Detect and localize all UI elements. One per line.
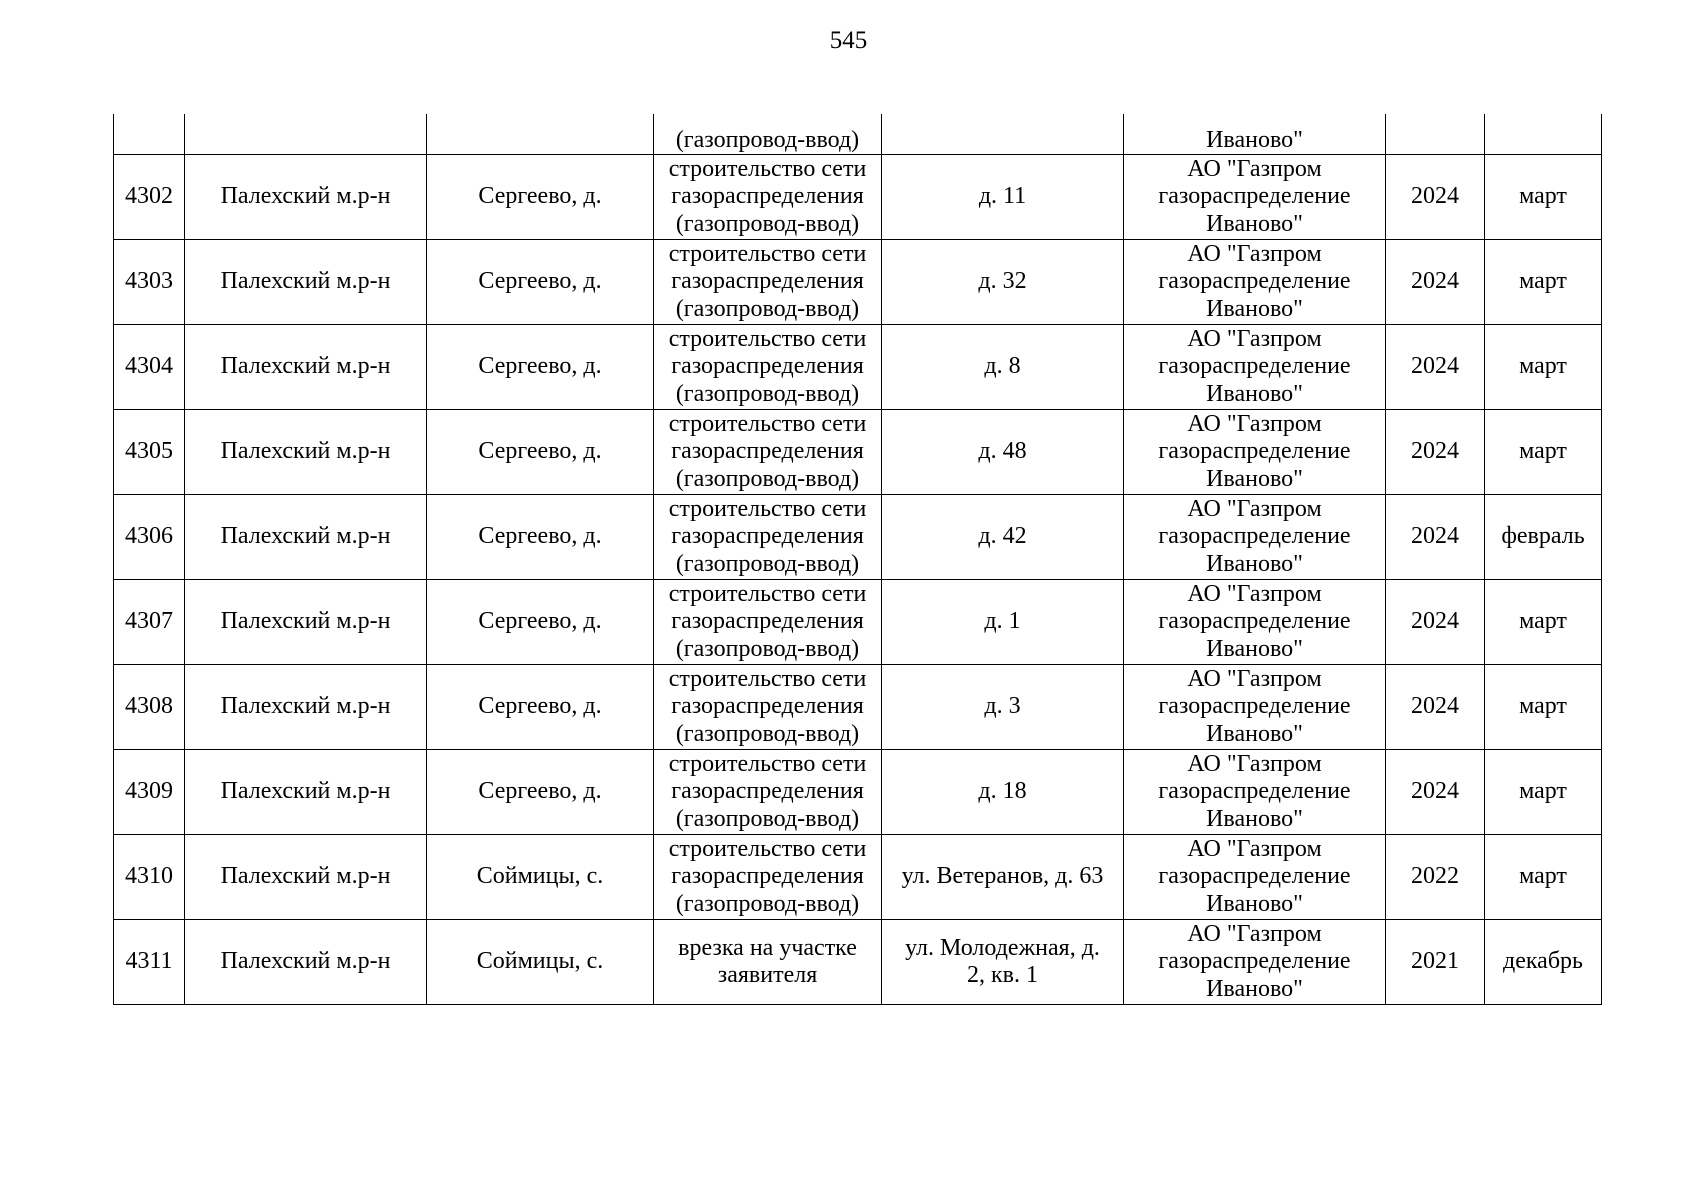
cell-line: строительство сети [668, 835, 867, 862]
cell-line: д. 1 [984, 608, 1021, 635]
cell-num: 4307 [114, 580, 185, 665]
cell-owner [1124, 750, 1386, 835]
cell-settlement: Сергеево, д. [427, 240, 654, 325]
cell-month: март [1485, 410, 1602, 495]
cell-address [882, 155, 1124, 240]
cell-line: АО "Газпром [1187, 155, 1322, 182]
cell-line: д. 11 [978, 183, 1027, 210]
cell-line: ул. Ветеранов, д. 63 [901, 863, 1104, 890]
cell-line: Иваново" [1206, 550, 1303, 577]
table-row [114, 325, 1602, 410]
table-row [114, 580, 1602, 665]
cell-settlement: Сергеево, д. [427, 495, 654, 580]
cell-line: строительство сети [668, 240, 867, 267]
cell-month [1485, 114, 1602, 155]
cell-line: газораспределение [1158, 183, 1351, 210]
cell-line: строительство сети [668, 580, 867, 607]
cell-line: д. 48 [978, 438, 1027, 465]
cell-settlement: Сергеево, д. [427, 580, 654, 665]
page-number: 545 [829, 27, 868, 54]
cell-owner [1124, 240, 1386, 325]
cell-line: АО "Газпром [1187, 495, 1322, 522]
cell-line: строительство сети [668, 410, 867, 437]
cell-district: Палехский м.р-н [185, 495, 427, 580]
cell-owner [1124, 325, 1386, 410]
cell-line: газораспределение [1158, 778, 1351, 805]
cell-work [654, 835, 882, 920]
cell-district: Палехский м.р-н [185, 835, 427, 920]
table-row [114, 155, 1602, 240]
table-row [114, 750, 1602, 835]
cell-owner [1124, 835, 1386, 920]
cell-num: 4304 [114, 325, 185, 410]
cell-month: март [1485, 750, 1602, 835]
cell-address [882, 114, 1124, 155]
cell-month: март [1485, 580, 1602, 665]
cell-settlement [427, 114, 654, 155]
cell-line: газораспределение [1158, 863, 1351, 890]
cell-owner [1124, 410, 1386, 495]
cell-year: 2024 [1386, 665, 1485, 750]
cell-owner [1124, 495, 1386, 580]
cell-settlement: Соймицы, с. [427, 835, 654, 920]
cell-settlement: Сергеево, д. [427, 155, 654, 240]
cell-owner [1124, 155, 1386, 240]
cell-line: АО "Газпром [1187, 240, 1322, 267]
cell-year: 2024 [1386, 325, 1485, 410]
cell-settlement: Сергеево, д. [427, 410, 654, 495]
cell-address [882, 410, 1124, 495]
cell-line: газораспределение [1158, 948, 1351, 975]
cell-num [114, 114, 185, 155]
cell-month: март [1485, 155, 1602, 240]
cell-line: строительство сети [668, 155, 867, 182]
cell-district: Палехский м.р-н [185, 155, 427, 240]
cell-work [654, 495, 882, 580]
cell-num: 4308 [114, 665, 185, 750]
cell-line: АО "Газпром [1187, 580, 1322, 607]
cell-owner [1124, 114, 1386, 155]
table-row [114, 410, 1602, 495]
cell-year: 2024 [1386, 155, 1485, 240]
cell-settlement: Сергеево, д. [427, 750, 654, 835]
cell-line: д. 42 [978, 523, 1027, 550]
cell-line: АО "Газпром [1187, 920, 1322, 947]
cell-line: Иваново" [1206, 465, 1303, 492]
cell-line: газораспределения [671, 523, 864, 550]
cell-work [654, 665, 882, 750]
cell-district: Палехский м.р-н [185, 240, 427, 325]
cell-address [882, 495, 1124, 580]
cell-settlement: Сергеево, д. [427, 665, 654, 750]
cell-line: Иваново" [1206, 210, 1303, 237]
cell-line: д. 8 [984, 353, 1021, 380]
cell-year: 2024 [1386, 410, 1485, 495]
cell-owner [1124, 920, 1386, 1005]
cell-work [654, 114, 882, 155]
cell-line: строительство сети [668, 325, 867, 352]
cell-line: Иваново" [1206, 380, 1303, 407]
cell-address [882, 835, 1124, 920]
cell-line: (газопровод-ввод) [675, 380, 860, 407]
cell-work [654, 240, 882, 325]
cell-year: 2024 [1386, 240, 1485, 325]
cell-month: декабрь [1485, 920, 1602, 1005]
cell-line: АО "Газпром [1187, 665, 1322, 692]
cell-month: март [1485, 325, 1602, 410]
cell-num: 4303 [114, 240, 185, 325]
cell-line: строительство сети [668, 495, 867, 522]
cell-line: (газопровод-ввод) [675, 126, 860, 153]
cell-address [882, 665, 1124, 750]
cell-line: (газопровод-ввод) [675, 550, 860, 577]
cell-line: строительство сети [668, 750, 867, 777]
cell-line: Иваново" [1206, 295, 1303, 322]
cell-line: Иваново" [1206, 126, 1303, 153]
cell-line: газораспределение [1158, 608, 1351, 635]
cell-year: 2024 [1386, 495, 1485, 580]
cell-line: врезка на участке [678, 934, 857, 961]
cell-district: Палехский м.р-н [185, 410, 427, 495]
cell-line: д. 32 [978, 268, 1027, 295]
cell-district: Палехский м.р-н [185, 580, 427, 665]
cell-work [654, 410, 882, 495]
cell-line: (газопровод-ввод) [675, 635, 860, 662]
cell-work [654, 155, 882, 240]
table-row-continuation [114, 114, 1602, 155]
cell-line: газораспределение [1158, 438, 1351, 465]
cell-year: 2021 [1386, 920, 1485, 1005]
cell-owner [1124, 665, 1386, 750]
cell-month: март [1485, 665, 1602, 750]
cell-line: Иваново" [1206, 720, 1303, 747]
cell-month: март [1485, 835, 1602, 920]
cell-line: АО "Газпром [1187, 410, 1322, 437]
cell-work [654, 750, 882, 835]
cell-line: газораспределения [671, 438, 864, 465]
registry-table [113, 114, 1602, 1005]
cell-line: газораспределения [671, 863, 864, 890]
cell-num: 4311 [114, 920, 185, 1005]
cell-line: газораспределения [671, 608, 864, 635]
table-row [114, 835, 1602, 920]
cell-line: газораспределения [671, 778, 864, 805]
cell-line: строительство сети [668, 665, 867, 692]
table-row [114, 665, 1602, 750]
cell-line: (газопровод-ввод) [675, 805, 860, 832]
cell-year: 2024 [1386, 750, 1485, 835]
cell-settlement: Соймицы, с. [427, 920, 654, 1005]
cell-line: (газопровод-ввод) [675, 210, 860, 237]
cell-address [882, 920, 1124, 1005]
cell-address [882, 750, 1124, 835]
cell-year [1386, 114, 1485, 155]
cell-line: заявителя [717, 962, 818, 988]
cell-district: Палехский м.р-н [185, 750, 427, 835]
cell-line: (газопровод-ввод) [675, 465, 860, 492]
cell-district: Палехский м.р-н [185, 665, 427, 750]
cell-num: 4302 [114, 155, 185, 240]
cell-line: Иваново" [1206, 635, 1303, 662]
cell-line: (газопровод-ввод) [675, 295, 860, 322]
cell-address [882, 240, 1124, 325]
cell-line: ул. Молодежная, д. [905, 934, 1100, 961]
cell-line: АО "Газпром [1187, 750, 1322, 777]
cell-district: Палехский м.р-н [185, 325, 427, 410]
cell-line: (газопровод-ввод) [675, 890, 860, 917]
table-row [114, 495, 1602, 580]
cell-address [882, 580, 1124, 665]
table-body [114, 114, 1602, 1005]
cell-line: АО "Газпром [1187, 835, 1322, 862]
cell-settlement: Сергеево, д. [427, 325, 654, 410]
cell-line: газораспределение [1158, 523, 1351, 550]
cell-line: (газопровод-ввод) [675, 720, 860, 747]
cell-num: 4306 [114, 495, 185, 580]
cell-line: газораспределения [671, 183, 864, 210]
cell-line: д. 18 [978, 778, 1027, 805]
cell-line: газораспределения [671, 693, 864, 720]
cell-line: Иваново" [1206, 805, 1303, 832]
table-row [114, 240, 1602, 325]
cell-line: АО "Газпром [1187, 325, 1322, 352]
cell-num: 4309 [114, 750, 185, 835]
cell-line: д. 3 [984, 693, 1021, 720]
cell-num: 4305 [114, 410, 185, 495]
cell-district [185, 114, 427, 155]
cell-line: газораспределение [1158, 353, 1351, 380]
cell-line: газораспределения [671, 353, 864, 380]
cell-year: 2022 [1386, 835, 1485, 920]
cell-district: Палехский м.р-н [185, 920, 427, 1005]
cell-work [654, 920, 882, 1005]
cell-num: 4310 [114, 835, 185, 920]
cell-month: март [1485, 240, 1602, 325]
cell-work [654, 325, 882, 410]
cell-line: 2, кв. 1 [967, 962, 1038, 988]
table-row [114, 920, 1602, 1005]
cell-line: Иваново" [1206, 975, 1303, 1002]
cell-line: газораспределение [1158, 268, 1351, 295]
cell-line: газораспределения [671, 268, 864, 295]
cell-year: 2024 [1386, 580, 1485, 665]
cell-line: газораспределение [1158, 693, 1351, 720]
cell-work [654, 580, 882, 665]
cell-line: Иваново" [1206, 890, 1303, 917]
cell-owner [1124, 580, 1386, 665]
cell-address [882, 325, 1124, 410]
cell-month: февраль [1485, 495, 1602, 580]
